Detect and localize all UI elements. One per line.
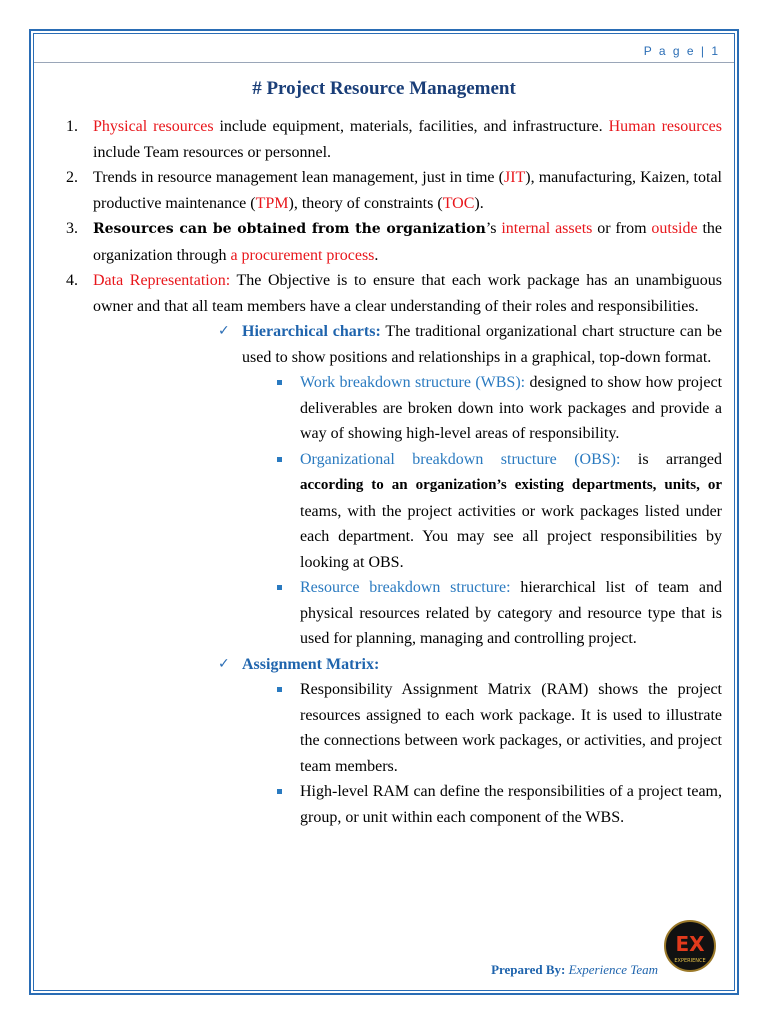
- experience-logo-icon: EX EXPERIENCE: [664, 920, 716, 972]
- square-bullet-icon: [277, 687, 282, 692]
- checkmark-icon: ✓: [218, 655, 230, 672]
- square-bullet-icon: [277, 585, 282, 590]
- rbs-bullet: Resource breakdown structure: hierarchical list of team and physical resources related by category and resource type that is used for planning, managing and controlling project.: [276, 575, 722, 652]
- checkmark-icon: ✓: [218, 323, 230, 339]
- prepared-by: Prepared By: Experience Team: [491, 962, 658, 977]
- hierarchical-charts-item: ✓ Hierarchical charts: The traditional organizational chart structure can be used to show positions and relationships in a graphical, top-down format.: [218, 319, 722, 370]
- list-item: 2. Trends in resource management lean management, just in time (JIT), manufacturing, Kaizen, total productive maintenance (TPM), theory of constraints (TOC).: [66, 169, 722, 212]
- header-divider: [34, 62, 734, 63]
- square-bullet-icon: [277, 457, 282, 462]
- ram-bullet: Responsibility Assignment Matrix (RAM) shows the project resources assigned to each work package. It is used to illustrate the connections between work packages, or activities, and project team members.: [276, 677, 722, 779]
- list-item: 1. Physical resources include equipment, materials, facilities, and infrastructure. Human resources include Team resources or personnel.: [66, 118, 723, 161]
- list-item: 3. Resources can be obtained from the organization’s internal assets or from outside the organization through a procurement process.: [66, 220, 722, 264]
- page-title: # Project Resource Management: [252, 78, 516, 99]
- wbs-bullet: Work breakdown structure (WBS): designed to show how project deliverables are broken down into work packages and provide a way of showing high-level areas of responsibility.: [276, 370, 722, 447]
- list-item: 4. Data Representation: The Objective is to ensure that each work package has an unambiguous owner and that all team members have a clear understanding of their roles and responsibilities.: [66, 272, 723, 315]
- document-body: [66, 114, 722, 830]
- square-bullet-icon: [277, 380, 282, 385]
- square-bullet-icon: [277, 789, 282, 794]
- assignment-matrix-item: ✓ Assignment Matrix:: [218, 652, 722, 678]
- high-level-ram-bullet: High-level RAM can define the responsibilities of a project team, group, or unit within each component of the WBS.: [276, 779, 722, 830]
- obs-bullet: Organizational breakdown structure (OBS): is arranged according to an organization’s existing departments, units, or teams, with the project activities or work packages listed under each department. You may see all project responsibilities by looking at OBS.: [276, 447, 722, 576]
- page-number: P a g e | 1: [643, 44, 720, 58]
